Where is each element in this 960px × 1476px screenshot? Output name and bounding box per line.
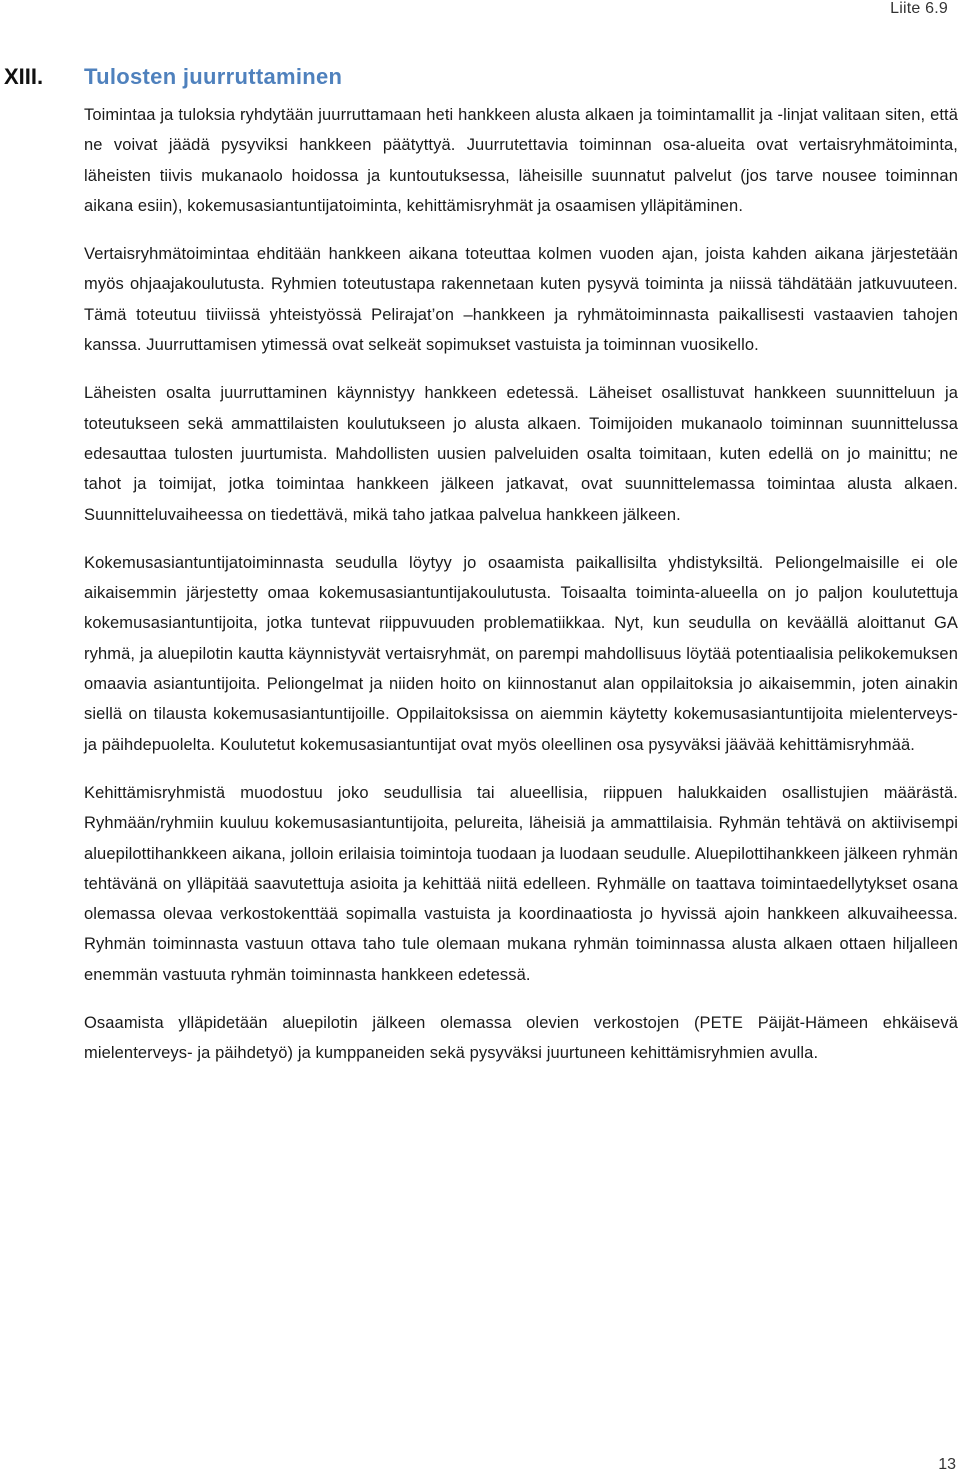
paragraph-competence: Osaamista ylläpidetään aluepilotin jälkeen olemassa olevien verkostojen (PETE Päijät-Hämeen ehkäisevä mielenterveys- ja päihdetyö) ja kumppaneiden sekä pysyväksi juurtuneen kehittämisryhmien avulla. [84, 1014, 958, 1063]
paragraph-development-groups: Kehittämisryhmistä muodostuu joko seudullisia tai alueellisia, riippuen halukkaiden osallistujien määrästä. Ryhmään/ryhmiin kuuluu kokemusasiantuntijoita, pelureita, läheisiä ja ammattilaisia. Ryhmän tehtävä on aktiivisempi aluepilottihankkeen aikana, jolloin erilaisia toimintoja tuodaan ja luodaan seudulle. Aluepilottihankkeen jälkeen ryhmän tehtävänä on ylläpitää saavutettuja asioita ja kehittää niitä edelleen. Ryhmälle on taattava toimintaedellytykset osana olemassa olevaa verkostokenttää sopimalla vastuista ja koordinaatiosta jo hyvissä ajoin hankkeen alkuvaiheessa. Ryhmän toiminnasta vastuun ottava taho tule olemaan mukana ryhmän toiminnassa alusta alkaen ottaen hiljalleen enemmän vastuuta ryhmän toiminnasta hankkeen edetessä. [84, 783, 958, 984]
body-text [84, 100, 958, 1087]
page-number: 13 [938, 1456, 956, 1473]
paragraph-rooting-overview: Toimintaa ja tuloksia ryhdytään juurruttamaan heti hankkeen alusta alkaen ja toimintamallit ja -linjat valitaan siten, että ne voivat jäädä pysyviksi hankkeen päätyttyä. Juurrutettavia toiminnan osa-alueita ovat vertaisryhmätoiminta, läheisten tiivis mukanaolo hoidossa ja kuntoutuksessa, läheisille suunnatut palvelut (jos tarve nousee toiminnan aikana esiin), kokemusasiantuntijatoiminta, kehittämisryhmät ja osaamisen ylläpitäminen. [84, 106, 958, 215]
appendix-label: Liite 6.9 [890, 0, 948, 17]
paragraph-relatives: Läheisten osalta juurruttaminen käynnistyy hankkeen edetessä. Läheiset osallistuvat hankkeen suunnitteluun ja toteutukseen sekä ammattilaisten koulutukseen jo alusta alkaen. Toimijoiden mukanaolo toiminnan suunnittelussa edesauttaa tulosten juurtumista. Mahdollisten uusien palveluiden osalta toimitaan, kuten edellä on jo mainittu; ne tahot ja toimijat, jotka toimintaa hankkeen jälkeen jatkavat, ovat suunnittelemassa toimintaa alusta alkaen. Suunnitteluvaiheessa on tiedettävä, mikä taho jatkaa palvelua hankkeen jälkeen. [84, 384, 958, 524]
section-title: Tulosten juurruttaminen [84, 64, 343, 89]
paragraph-experience-experts: Kokemusasiantuntijatoiminnasta seudulla löytyy jo osaamista paikallisilta yhdistyksiltä. Peliongelmaisille ei ole aikaisemmin järjestetty omaa kokemusasiantuntijakoulutusta. Toisaalta toiminta-alueella on jo paljon koulutettuja kokemusasiantuntijoita, jotka tuntevat riippuvuuden problematiikkaa. Nyt, kun seudulla on keväällä aloittanut GA ryhmä, ja aluepilotin kautta käynnistyvät vertaisryhmät, on parempi mahdollisuus löytää potentiaalisia pelikokemuksen omaavia asiantuntijoita. Peliongelmat ja niiden hoito on kiinnostanut alan oppilaitoksia jo aikaisemmin, joten ainakin siellä on tilausta kokemusasiantuntijoille. Oppilaitoksissa on aiemmin käytetty kokemusasiantuntijoita mielenterveys- ja päihdepuolelta. Koulutetut kokemusasiantuntijat ovat myös oleellinen osa pysyväksi jäävää kehittämisryhmää. [84, 553, 958, 754]
paragraph-peer-groups: Vertaisryhmätoimintaa ehditään hankkeen aikana toteuttaa kolmen vuoden ajan, joista kahden aikana järjestetään myös ohjaajakoulutusta. Ryhmien toteutustapa rakennetaan kuten pysyvä toiminta ja niissä tähdätään jatkuvuuteen. Tämä toteutuu tiiviissä yhteistyössä Pelirajat’on –hankkeen ja ryhmätoiminnasta paikallisesti vastaavien tahojen kanssa. Juurruttamisen ytimessä ovat selkeät sopimukset vastuista ja toiminnan vuosikello. [84, 245, 958, 355]
section-number: XIII. [4, 64, 44, 89]
